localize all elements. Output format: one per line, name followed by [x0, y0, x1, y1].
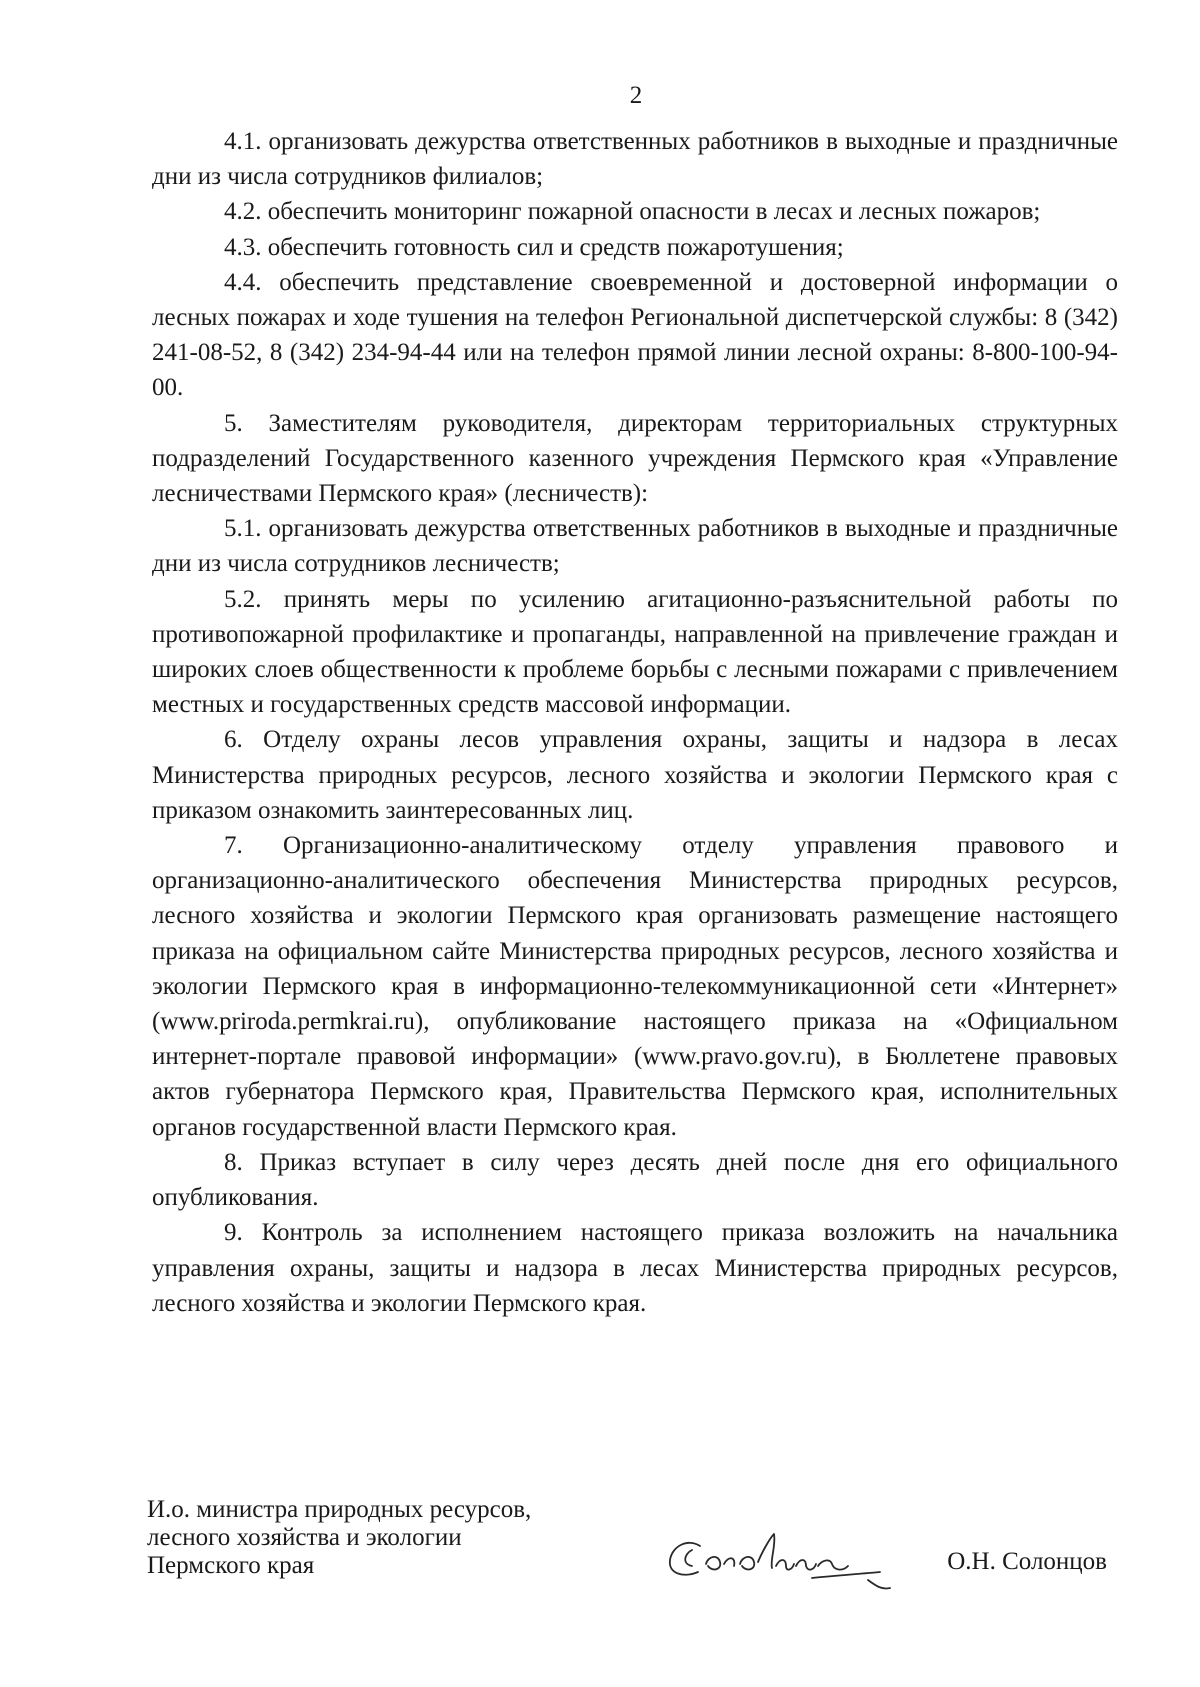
paragraph-9: 9. Контроль за исполнением настоящего приказа возложить на начальника управления охраны, защиты и надзора в лесах Министерства природных ресурсов, лесного хозяйства и экологии Пермского края.: [152, 1219, 1118, 1317]
signature-block: [147, 1496, 1107, 1606]
paragraph-4-4: 4.4. обеспечить представление своевременной и достоверной информации о лесных пожарах и ходе тушения на телефон Региональной диспетчерской службы: 8 (342) 241-08-52, 8 (342) 234-94-44 или на телефон прямой линии лесной охраны: 8-800-100-94-00.: [152, 268, 1118, 402]
signatory-title-line: Пермского края: [147, 1552, 315, 1579]
paragraph-4-1: 4.1. организовать дежурства ответственных работников в выходные и праздничные дни из числа сотрудников филиалов;: [152, 128, 1118, 191]
paragraph-7: 7. Организационно-аналитическому отделу управления правового и организационно-аналитического обеспечения Министерства природных ресурсов, лесного хозяйства и экологии Пермского края организовать размещение настоящего приказа на официальном сайте Министерства природных ресурсов, лесного хозяйства и экологии Пермского края в информационно-телекоммуникационной сети «Интернет» (www.priroda.permkrai.ru), опубликование настоящего приказа на «Официальном интернет-портале правовой информации» (www.pravo.gov.ru), в Бюллетене правовых актов губернатора Пермского края, Правительства Пермского края, исполнительных органов государственной власти Пермского края.: [152, 832, 1118, 1141]
handwritten-signature: [662, 1516, 902, 1606]
paragraph-4-2: 4.2. обеспечить мониторинг пожарной опасности в лесах и лесных пожаров;: [224, 198, 1041, 226]
paragraph-5-2: 5.2. принять меры по усилению агитационно-разъяснительной работы по противопожарной профилактике и пропаганды, направленной на привлечение граждан и широких слоев общественности к проблеме борьбы с лесными пожарами с привлечением местных и государственных средств массовой информации.: [152, 585, 1118, 719]
signatory-title-line: И.о. министра природных ресурсов,: [147, 1496, 532, 1523]
page-number: 2: [629, 82, 643, 109]
paragraph-5-1: 5.1. организовать дежурства ответственных работников в выходные и праздничные дни из числа сотрудников лесничеств;: [152, 515, 1118, 578]
document-body: [152, 124, 1118, 1321]
signatory-name: О.Н. Солонцов: [947, 1548, 1107, 1575]
signatory-title: [147, 1496, 531, 1580]
paragraph-8: 8. Приказ вступает в силу через десять дней после дня его официального опубликования.: [152, 1148, 1118, 1212]
signatory-title-line: лесного хозяйства и экологии: [147, 1524, 462, 1551]
paragraph-4-3: 4.3. обеспечить готовность сил и средств пожаротушения;: [224, 233, 844, 261]
paragraph-6: 6. Отделу охраны лесов управления охраны, защиты и надзора в лесах Министерства природных ресурсов, лесного хозяйства и экологии Пермского края с приказом ознакомить заинтересованных лиц.: [152, 726, 1118, 824]
paragraph-5: 5. Заместителям руководителя, директорам территориальных структурных подразделений Государственного казенного учреждения Пермского края «Управление лесничествами Пермского края» (лесничеств):: [152, 409, 1118, 508]
